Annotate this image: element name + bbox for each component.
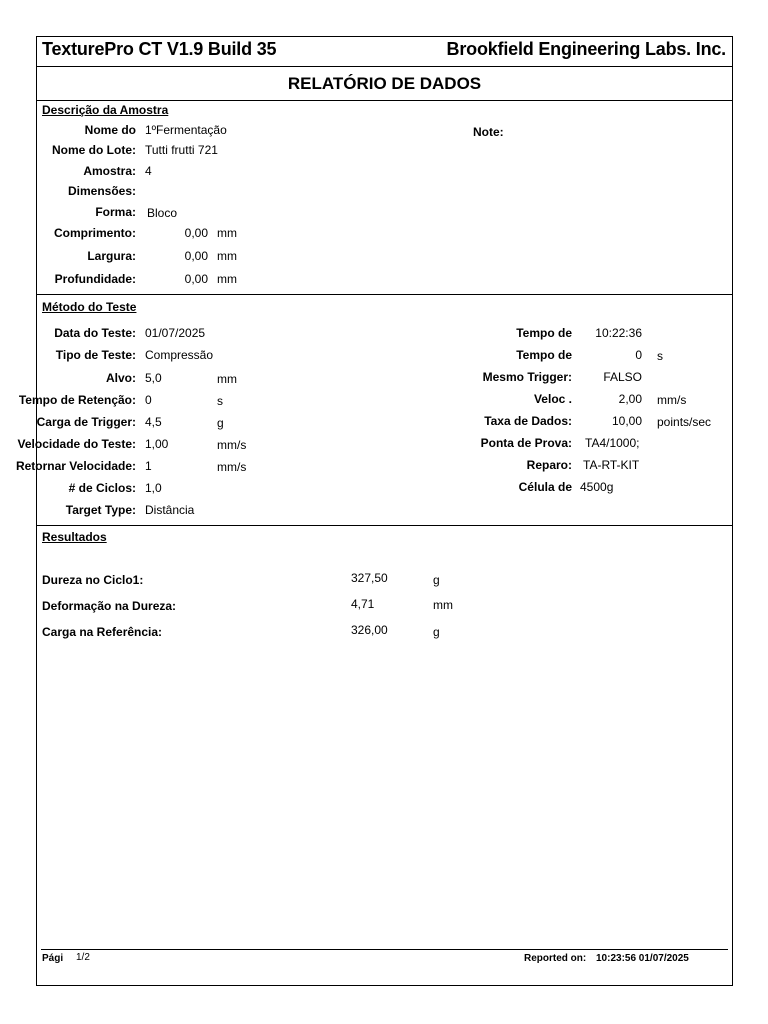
sample-divider	[37, 294, 732, 295]
method-label-time-2: Tempo de	[516, 348, 572, 362]
sample-label-lot: Nome do Lote:	[52, 143, 136, 157]
company-name: Brookfield Engineering Labs. Inc.	[446, 39, 726, 59]
sample-value-name: 1ºFermentação	[145, 123, 227, 137]
method-value-time-2: 0	[635, 348, 642, 362]
sample-label-shape: Forma:	[95, 205, 136, 219]
method-label-cycles: # de Ciclos:	[68, 481, 136, 495]
method-label-speed: Veloc .	[533, 392, 572, 406]
result-unit-reference-load: g	[433, 625, 440, 639]
method-label-trigger-load: Carga de Trigger:	[36, 415, 136, 429]
result-unit-deformation: mm	[433, 598, 453, 612]
sample-unit-width: mm	[217, 249, 237, 263]
sample-value-length: 0,00	[184, 226, 208, 240]
method-label-hold-time: Tempo de Retenção:	[18, 393, 136, 407]
method-label-test-type: Tipo de Teste:	[55, 348, 136, 362]
method-label-test-speed: Velocidade do Teste:	[17, 437, 136, 451]
method-label-probe: Ponta de Prova:	[480, 436, 572, 450]
result-label-reference-load: Carga na Referência:	[42, 625, 163, 639]
method-label-fixture: Reparo:	[526, 458, 572, 472]
sample-label-length: Comprimento:	[54, 226, 136, 240]
method-label-test-time: Tempo de	[516, 326, 572, 340]
method-value-test-time: 10:22:36	[595, 326, 642, 340]
results-section-title: Resultados	[42, 530, 107, 544]
method-value-target: 5,0	[145, 371, 162, 385]
sample-label-depth: Profundidade:	[54, 272, 136, 286]
sample-label-dimensions: Dimensões:	[67, 184, 136, 198]
sample-value-sample: 4	[145, 164, 152, 178]
method-value-return-speed: 1	[145, 459, 152, 473]
result-value-hardness: 327,50	[351, 571, 388, 585]
result-value-reference-load: 326,00	[351, 623, 388, 637]
method-value-trigger-load: 4,5	[145, 415, 162, 429]
sample-label-sample: Amostra:	[83, 164, 136, 178]
method-value-test-speed: 1,00	[145, 437, 169, 451]
sample-unit-depth: mm	[217, 272, 237, 286]
sample-unit-length: mm	[217, 226, 237, 240]
result-label-hardness: Dureza no Ciclo1:	[42, 573, 144, 587]
method-value-fixture: TA-RT-KIT	[583, 458, 640, 472]
sample-section-title: Descrição da Amostra	[42, 103, 169, 117]
method-value-probe: TA4/1000;	[585, 436, 640, 450]
sample-value-depth: 0,00	[184, 272, 208, 286]
reported-on-value: 10:23:56 01/07/2025	[596, 953, 689, 964]
method-unit-time-2: s	[657, 349, 663, 363]
result-unit-hardness: g	[433, 573, 440, 587]
method-unit-speed: mm/s	[657, 393, 687, 407]
method-unit-target: mm	[217, 372, 237, 386]
method-label-target: Alvo:	[106, 371, 136, 385]
sample-value-lot: Tutti frutti 721	[145, 143, 218, 157]
result-label-deformation: Deformação na Dureza:	[42, 599, 177, 613]
method-label-test-date: Data do Teste:	[54, 326, 136, 340]
method-value-hold-time: 0	[145, 393, 152, 407]
method-unit-return-speed: mm/s	[217, 460, 247, 474]
footer-divider	[41, 949, 728, 950]
sample-value-shape: Bloco	[147, 206, 178, 220]
method-label-load-cell: Célula de	[518, 480, 572, 494]
data-report	[15, 36, 733, 986]
method-divider	[37, 525, 732, 526]
method-value-test-type: Compressão	[145, 348, 214, 362]
report-title: RELATÓRIO DE DADOS	[287, 74, 482, 93]
title-divider	[37, 100, 732, 101]
method-label-target-type: Target Type:	[65, 503, 136, 517]
method-label-return-speed: Retornar Velocidade:	[15, 459, 136, 473]
sample-value-width: 0,00	[184, 249, 208, 263]
sample-label-name: Nome do	[84, 123, 136, 137]
page-number: 1/2	[76, 952, 90, 963]
method-value-cycles: 1,0	[145, 481, 162, 495]
method-section-title: Método do Teste	[42, 300, 137, 314]
app-title: TexturePro CT V1.9 Build 35	[42, 39, 277, 59]
method-value-data-rate: 10,00	[611, 414, 642, 428]
result-value-deformation: 4,71	[351, 597, 375, 611]
header-divider	[37, 66, 732, 67]
method-value-test-date: 01/07/2025	[145, 326, 206, 340]
method-label-data-rate: Taxa de Dados:	[484, 414, 572, 428]
method-value-load-cell: 4500g	[580, 480, 614, 494]
note-label: Note:	[473, 125, 504, 139]
page-label: Pági	[42, 953, 64, 964]
sample-label-width: Largura:	[87, 249, 136, 263]
method-unit-trigger-load: g	[217, 416, 224, 430]
method-label-same-trigger: Mesmo Trigger:	[482, 370, 572, 384]
reported-on-label: Reported on:	[524, 953, 587, 964]
method-unit-test-speed: mm/s	[217, 438, 247, 452]
method-value-target-type: Distância	[145, 503, 195, 517]
method-unit-hold-time: s	[217, 394, 223, 408]
method-unit-data-rate: points/sec	[657, 415, 712, 429]
method-value-speed: 2,00	[618, 392, 642, 406]
method-value-same-trigger: FALSO	[603, 370, 642, 384]
